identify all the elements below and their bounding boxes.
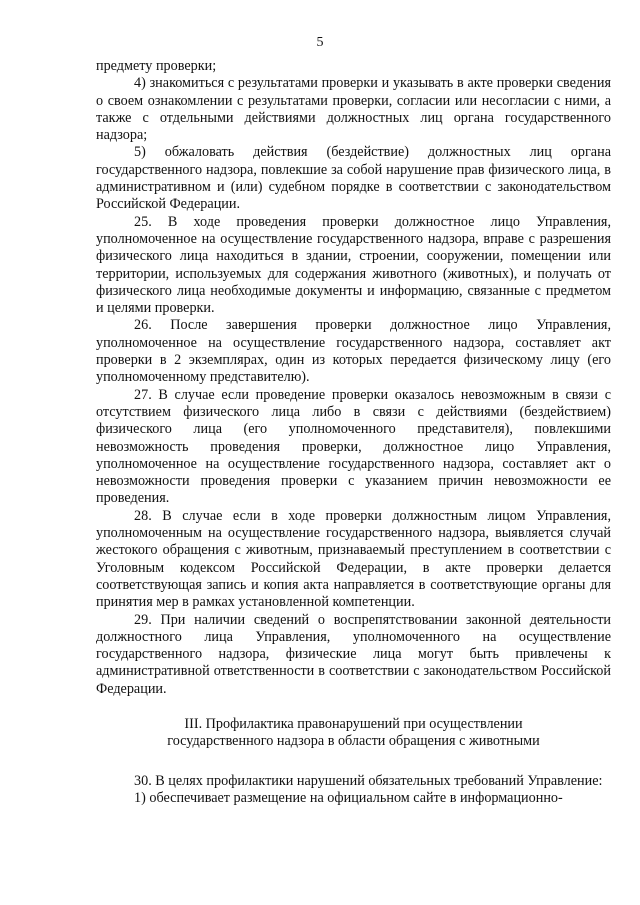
paragraph-30: 30. В целях профилактики нарушений обязательных требований Управление: (134, 772, 603, 789)
paragraph-item-4: 4) знакомиться с результатами проверки и указывать в акте проверки сведения о своем ознакомлении с результатами проверки, согласии или несогласии с ними, а также с отдельными действиями должностных лиц органа государственного надзора; (96, 75, 611, 144)
paragraph-30-item-1: 1) обеспечивает размещение на официальном сайте в информационно- (134, 789, 563, 806)
section-heading (96, 716, 611, 751)
section-heading-line-1: III. Профилактика правонарушений при осуществлении (184, 715, 523, 732)
paragraph-26: 26. После завершения проверки должностное лицо Управления, уполномоченное на осуществление государственного надзора, составляет акт проверки в 2 экземплярах, один из которых передается физическому лицу (его уполномоченному представителю). (96, 317, 611, 386)
paragraph-27: 27. В случае если проведение проверки оказалось невозможным в связи с отсутствием физического лица либо в связи с действиями (бездействием) физического лица (его уполномоченного представителя), повлекшими невозможность проведения проверки, должностное лицо Управления, уполномоченное на осуществление государственного надзора, составляет акт о невозможности проведения проверки с указанием причин невозможности ее проведения. (96, 386, 611, 507)
section-heading-line-2: государственного надзора в области обращения с животными (167, 733, 540, 750)
paragraph-item-5: 5) обжаловать действия (бездействие) должностных лиц органа государственного надзора, повлекшие за собой нарушение прав физического лица, в административном и (или) судебном порядке в соответствии с законодательством Российской Федерации. (96, 144, 611, 213)
paragraph-29: 29. При наличии сведений о воспрепятствовании законной деятельности должностного лица Управления, уполномоченного на осуществление государственного надзора, физические лица могут быть привлечены к административной ответственности в соответствии с законодательством Российской Федерации. (96, 611, 611, 697)
page-number: 5 (316, 35, 324, 50)
document-body (96, 58, 611, 807)
paragraph-continuation: предмету проверки; (96, 58, 217, 74)
paragraph-25: 25. В ходе проведения проверки должностное лицо Управления, уполномоченное на осуществление государственного надзора, вправе с разрешения физического лица находиться в здании, строении, сооружении, помещении или территории, используемых для содержания животного (животных), и получать от физического лица необходимые документы и информацию, связанные с предметом и целями проверки. (96, 213, 611, 317)
paragraph-28: 28. В случае если в ходе проверки должностным лицом Управления, уполномоченным на осуществление государственного надзора, выявляется случай жестокого обращения с животным, признаваемый преступлением в соответствии с Уголовным кодексом Российской Федерации, в акте проверки делается соответствующая запись и копия акта направляется в соответствующие органы для принятия мер в рамках установленной компетенции. (96, 507, 611, 611)
